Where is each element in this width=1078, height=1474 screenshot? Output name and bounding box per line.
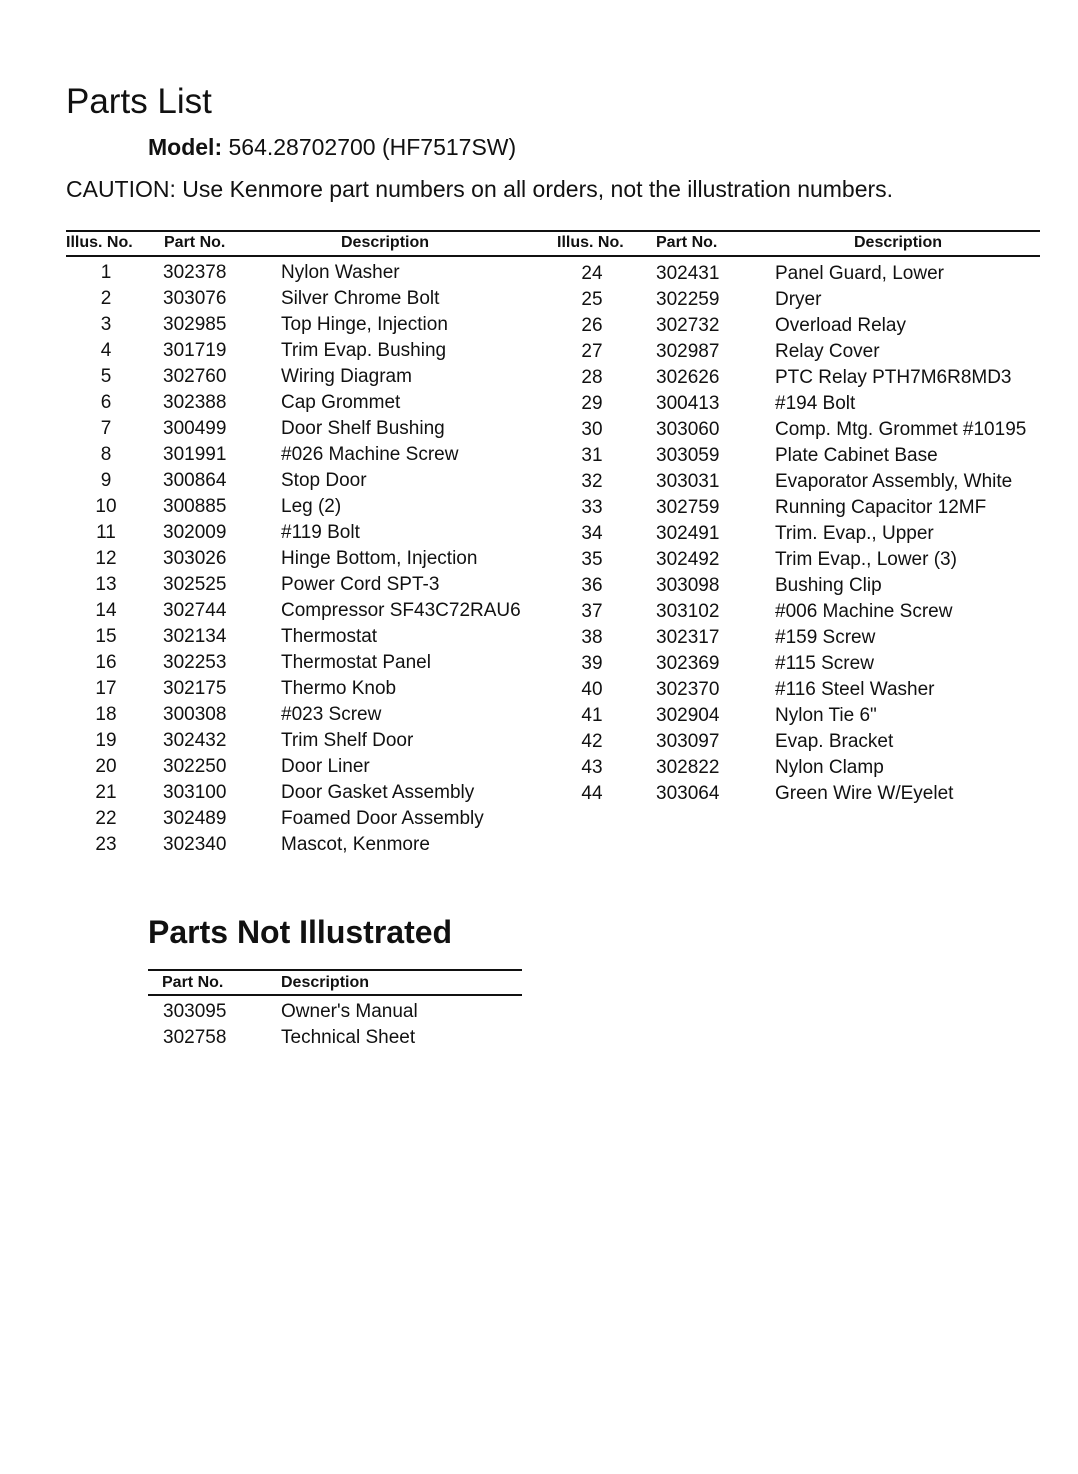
illus-no-cell: 39: [581, 653, 603, 674]
illus-no-cell: 12: [95, 548, 117, 569]
part-no-cell: 302760: [163, 366, 227, 387]
table-row: [0, 393, 1078, 419]
part-no-cell: 302134: [163, 626, 227, 647]
table-row: [0, 653, 1078, 679]
sub-header-desc: Description: [281, 974, 370, 991]
part-no-cell: 300499: [163, 418, 227, 439]
illus-no-cell: 29: [581, 393, 603, 414]
illus-no-cell: 1: [100, 262, 112, 283]
part-no-cell: 302904: [656, 705, 720, 726]
table-row: [0, 523, 1078, 549]
table-row: [0, 549, 1078, 575]
description-cell: Top Hinge, Injection: [281, 314, 448, 335]
illus-no-cell: 34: [581, 523, 603, 544]
part-no-cell: 303097: [656, 731, 720, 752]
part-no-cell: 300885: [163, 496, 227, 517]
description-cell: Thermostat: [281, 626, 378, 647]
illus-no-cell: 25: [581, 289, 603, 310]
illus-no-cell: 35: [581, 549, 603, 570]
illus-no-cell: 18: [95, 704, 117, 725]
table-row: [0, 757, 1078, 783]
description-cell: Technical Sheet: [281, 1027, 416, 1048]
table-row: [0, 627, 1078, 653]
description-cell: PTC Relay PTH7M6R8MD3: [775, 367, 1012, 388]
illus-no-cell: 42: [581, 731, 603, 752]
part-no-cell: 303076: [163, 288, 227, 309]
part-no-cell: 302253: [163, 652, 227, 673]
illus-no-cell: 5: [100, 366, 112, 387]
table-row: [0, 679, 1078, 705]
table-row: [0, 341, 1078, 367]
part-no-cell: 302340: [163, 834, 227, 855]
description-cell: Nylon Tie 6": [775, 705, 877, 726]
illus-no-cell: 22: [95, 808, 117, 829]
table-header-rule: [66, 255, 1040, 257]
illus-no-cell: 17: [95, 678, 117, 699]
illus-no-cell: 28: [581, 367, 603, 388]
part-no-cell: 302489: [163, 808, 227, 829]
description-cell: Evaporator Assembly, White: [775, 471, 1013, 492]
illus-no-cell: 33: [581, 497, 603, 518]
description-cell: Mascot, Kenmore: [281, 834, 430, 855]
illus-no-cell: 19: [95, 730, 117, 751]
part-no-cell: 302432: [163, 730, 227, 751]
page-title: Parts List: [66, 82, 212, 121]
table-row: [0, 263, 1078, 289]
part-no-cell: 301719: [163, 340, 227, 361]
part-no-cell: 303102: [656, 601, 720, 622]
description-cell: Trim Evap. Bushing: [281, 340, 447, 361]
description-cell: Dryer: [775, 289, 822, 310]
description-cell: Compressor SF43C72RAU6: [281, 600, 521, 621]
part-no-cell: 302259: [656, 289, 720, 310]
illus-no-cell: 36: [581, 575, 603, 596]
part-no-cell: 302525: [163, 574, 227, 595]
description-cell: Nylon Clamp: [775, 757, 884, 778]
illus-no-cell: 8: [100, 444, 112, 465]
illus-no-cell: 11: [96, 522, 116, 543]
part-no-cell: 300413: [656, 393, 720, 414]
description-cell: Plate Cabinet Base: [775, 445, 938, 466]
table-row: [0, 315, 1078, 341]
description-cell: #023 Screw: [281, 704, 382, 725]
description-cell: Overload Relay: [775, 315, 906, 336]
table-row: [0, 1027, 1078, 1053]
illus-no-cell: 38: [581, 627, 603, 648]
description-cell: Wiring Diagram: [281, 366, 412, 387]
illus-no-cell: 9: [100, 470, 112, 491]
description-cell: Trim Shelf Door: [281, 730, 414, 751]
table-row: [0, 1001, 1078, 1027]
part-no-cell: 302626: [656, 367, 720, 388]
description-cell: Door Liner: [281, 756, 370, 777]
part-no-cell: 302822: [656, 757, 720, 778]
description-cell: #116 Steel Washer: [775, 679, 935, 700]
part-no-cell: 302369: [656, 653, 720, 674]
table-row: [0, 497, 1078, 523]
description-cell: Power Cord SPT-3: [281, 574, 440, 595]
illus-no-cell: 20: [95, 756, 117, 777]
illus-no-cell: 21: [95, 782, 117, 803]
table-row: [0, 731, 1078, 757]
description-cell: Thermo Knob: [281, 678, 397, 699]
part-no-cell: 300308: [163, 704, 227, 725]
illus-no-cell: 24: [581, 263, 603, 284]
description-cell: #194 Bolt: [775, 393, 856, 414]
part-no-cell: 302987: [656, 341, 720, 362]
description-cell: #159 Screw: [775, 627, 876, 648]
caution-note: CAUTION: Use Kenmore part numbers on all orders, not the illustration numbers.: [66, 176, 894, 202]
description-cell: Relay Cover: [775, 341, 880, 362]
model-label: Model:: [148, 134, 223, 160]
header-illus-right: Illus. No.: [557, 234, 624, 251]
part-no-cell: 302492: [656, 549, 720, 570]
illus-no-cell: 7: [100, 418, 112, 439]
part-no-cell: 303064: [656, 783, 720, 804]
part-no-cell: 302491: [656, 523, 720, 544]
model-line: [148, 134, 516, 161]
part-no-cell: 302732: [656, 315, 720, 336]
description-cell: #026 Machine Screw: [281, 444, 459, 465]
illus-no-cell: 16: [95, 652, 117, 673]
illus-no-cell: 44: [581, 783, 603, 804]
part-no-cell: 302758: [163, 1027, 227, 1048]
table-row: [0, 289, 1078, 315]
part-no-cell: 302009: [163, 522, 227, 543]
description-cell: Trim. Evap., Upper: [775, 523, 934, 544]
part-no-cell: 302378: [163, 262, 227, 283]
description-cell: Silver Chrome Bolt: [281, 288, 440, 309]
description-cell: Trim Evap., Lower (3): [775, 549, 957, 570]
illus-no-cell: 13: [95, 574, 117, 595]
table-row: [0, 575, 1078, 601]
part-no-cell: 303100: [163, 782, 227, 803]
description-cell: #006 Machine Screw: [775, 601, 953, 622]
part-no-cell: 303098: [656, 575, 720, 596]
part-no-cell: 302759: [656, 497, 720, 518]
illus-no-cell: 41: [581, 705, 603, 726]
description-cell: Hinge Bottom, Injection: [281, 548, 478, 569]
illus-no-cell: 10: [95, 496, 117, 517]
illus-no-cell: 31: [581, 445, 603, 466]
description-cell: Panel Guard, Lower: [775, 263, 944, 284]
description-cell: Green Wire W/Eyelet: [775, 783, 954, 804]
illus-no-cell: 2: [100, 288, 112, 309]
table-row: [0, 601, 1078, 627]
table-row: [0, 808, 1078, 834]
part-no-cell: 303031: [656, 471, 720, 492]
description-cell: Running Capacitor 12MF: [775, 497, 987, 518]
illus-no-cell: 6: [100, 392, 112, 413]
description-cell: Cap Grommet: [281, 392, 401, 413]
sub-header-part: Part No.: [162, 974, 224, 991]
illus-no-cell: 40: [581, 679, 603, 700]
illus-no-cell: 14: [95, 600, 117, 621]
table-row: [0, 834, 1078, 860]
description-cell: Leg (2): [281, 496, 342, 517]
description-cell: Door Shelf Bushing: [281, 418, 445, 439]
header-part-right: Part No.: [656, 234, 718, 251]
part-no-cell: 300864: [163, 470, 227, 491]
illus-no-cell: 3: [100, 314, 112, 335]
description-cell: Bushing Clip: [775, 575, 882, 596]
header-part-left: Part No.: [164, 234, 226, 251]
part-no-cell: 303060: [656, 419, 720, 440]
table-row: [0, 705, 1078, 731]
sub-table-header-rule: [148, 994, 522, 996]
description-cell: #119 Bolt: [281, 522, 360, 543]
part-no-cell: 303026: [163, 548, 227, 569]
illus-no-cell: 32: [581, 471, 603, 492]
illus-no-cell: 37: [581, 601, 603, 622]
table-row: [0, 419, 1078, 445]
description-cell: Evap. Bracket: [775, 731, 894, 752]
description-cell: Nylon Washer: [281, 262, 400, 283]
header-desc-left: Description: [341, 234, 430, 251]
illus-no-cell: 15: [95, 626, 117, 647]
part-no-cell: 301991: [163, 444, 227, 465]
table-row: [0, 783, 1078, 809]
description-cell: #115 Screw: [775, 653, 874, 674]
part-no-cell: 302250: [163, 756, 227, 777]
illus-no-cell: 27: [581, 341, 603, 362]
description-cell: Door Gasket Assembly: [281, 782, 475, 803]
illus-no-cell: 23: [95, 834, 117, 855]
illus-no-cell: 26: [581, 315, 603, 336]
part-no-cell: 302431: [656, 263, 720, 284]
table-row: [0, 445, 1078, 471]
section-title-not-illustrated: Parts Not Illustrated: [148, 914, 453, 950]
illus-no-cell: 43: [581, 757, 603, 778]
description-cell: Foamed Door Assembly: [281, 808, 484, 829]
illus-no-cell: 30: [581, 419, 603, 440]
part-no-cell: 302370: [656, 679, 720, 700]
illus-no-cell: 4: [100, 340, 112, 361]
header-desc-right: Description: [854, 234, 943, 251]
part-no-cell: 302744: [163, 600, 227, 621]
table-top-rule: [66, 230, 1040, 232]
part-no-cell: 302175: [163, 678, 227, 699]
table-row: [0, 471, 1078, 497]
part-no-cell: 302388: [163, 392, 227, 413]
description-cell: Comp. Mtg. Grommet #10195: [775, 419, 1027, 440]
part-no-cell: 303095: [163, 1001, 227, 1022]
model-value: 564.28702700 (HF7517SW): [228, 134, 517, 160]
part-no-cell: 303059: [656, 445, 720, 466]
part-no-cell: 302985: [163, 314, 227, 335]
sub-table-top-rule: [148, 969, 522, 971]
description-cell: Stop Door: [281, 470, 367, 491]
table-row: [0, 367, 1078, 393]
description-cell: Thermostat Panel: [281, 652, 431, 673]
description-cell: Owner's Manual: [281, 1001, 418, 1022]
header-illus-left: Illus. No.: [66, 234, 133, 251]
part-no-cell: 302317: [656, 627, 720, 648]
